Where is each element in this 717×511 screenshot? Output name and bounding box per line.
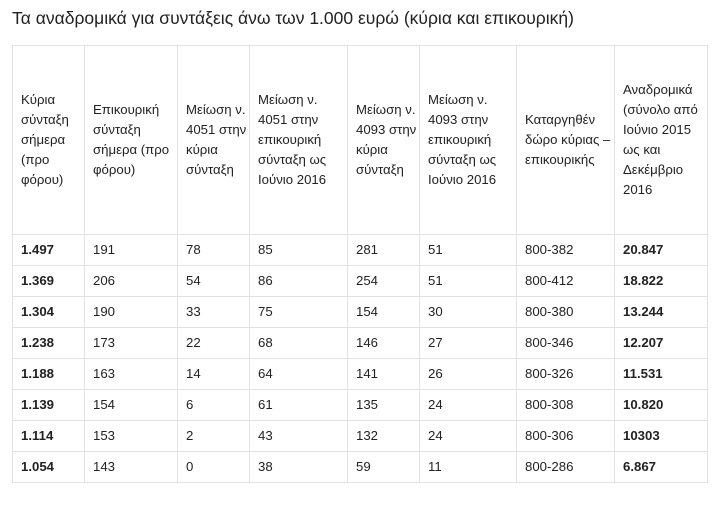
table-cell: 1.139 [13,390,85,421]
table-row [13,421,708,452]
table-cell: 51 [420,235,517,266]
table-row [13,297,708,328]
header-cell: Μείωση ν. 4093 στην κύρια σύνταξη [348,46,420,235]
header-cell: Αναδρομικά (σύνολο από Ιούνιο 2015 ως και Δεκέμβριο 2016 [615,46,708,235]
table-cell: 1.369 [13,266,85,297]
table-cell: 153 [85,421,178,452]
table-cell: 75 [250,297,348,328]
table-cell: 59 [348,452,420,483]
table-cell: 33 [178,297,250,328]
table-cell: 135 [348,390,420,421]
table-cell: 800-306 [517,421,615,452]
table-cell: 10303 [615,421,708,452]
table-cell: 1.114 [13,421,85,452]
header-cell: Επικουρική σύνταξη σήμερα (προ φόρου) [85,46,178,235]
table-cell: 10.820 [615,390,708,421]
table-cell: 14 [178,359,250,390]
table-cell: 132 [348,421,420,452]
table-cell: 27 [420,328,517,359]
table-cell: 146 [348,328,420,359]
header-cell: Μείωση ν. 4093 στην επικουρική σύνταξη ως Ιούνιο 2016 [420,46,517,235]
table-row [13,266,708,297]
table-cell: 800-346 [517,328,615,359]
table-row [13,390,708,421]
table-row [13,452,708,483]
table-cell: 24 [420,421,517,452]
table-cell: 190 [85,297,178,328]
table-cell: 18.822 [615,266,708,297]
pension-table [12,45,708,483]
table-cell: 206 [85,266,178,297]
table-cell: 54 [178,266,250,297]
table-cell: 800-412 [517,266,615,297]
table-cell: 154 [348,297,420,328]
table-cell: 11 [420,452,517,483]
table-cell: 281 [348,235,420,266]
table-row [13,328,708,359]
table-cell: 13.244 [615,297,708,328]
table-cell: 800-308 [517,390,615,421]
table-cell: 163 [85,359,178,390]
table-cell: 22 [178,328,250,359]
table-cell: 61 [250,390,348,421]
table-cell: 51 [420,266,517,297]
table-cell: 800-286 [517,452,615,483]
table-cell: 254 [348,266,420,297]
table-cell: 154 [85,390,178,421]
table-cell: 64 [250,359,348,390]
table-cell: 0 [178,452,250,483]
table-cell: 30 [420,297,517,328]
table-row [13,359,708,390]
table-cell: 1.304 [13,297,85,328]
header-cell: Μείωση ν. 4051 στην επικουρική σύνταξη ως Ιούνιο 2016 [250,46,348,235]
table-cell: 1.054 [13,452,85,483]
table-cell: 6.867 [615,452,708,483]
table-cell: 800-380 [517,297,615,328]
table-cell: 800-326 [517,359,615,390]
table-cell: 20.847 [615,235,708,266]
table-cell: 2 [178,421,250,452]
table-cell: 38 [250,452,348,483]
header-cell: Καταργηθέν δώρο κύριας – επικουρικής [517,46,615,235]
table-cell: 43 [250,421,348,452]
table-cell: 800-382 [517,235,615,266]
table-cell: 11.531 [615,359,708,390]
table-cell: 12.207 [615,328,708,359]
table-cell: 26 [420,359,517,390]
table-cell: 85 [250,235,348,266]
table-cell: 78 [178,235,250,266]
table-row [13,235,708,266]
table-cell: 191 [85,235,178,266]
table-cell: 68 [250,328,348,359]
table-cell: 1.238 [13,328,85,359]
header-cell: Μείωση ν. 4051 στην κύρια σύνταξη [178,46,250,235]
page-title: Τα αναδρομικά για συντάξεις άνω των 1.000 ευρώ (κύρια και επικουρική) [12,8,574,28]
table-cell: 6 [178,390,250,421]
table-header-row [13,46,708,235]
table-cell: 1.497 [13,235,85,266]
header-cell: Κύρια σύνταξη σήμερα (προ φόρου) [13,46,85,235]
table-cell: 1.188 [13,359,85,390]
table-cell: 141 [348,359,420,390]
table-cell: 86 [250,266,348,297]
table-cell: 173 [85,328,178,359]
table-cell: 24 [420,390,517,421]
table-cell: 143 [85,452,178,483]
